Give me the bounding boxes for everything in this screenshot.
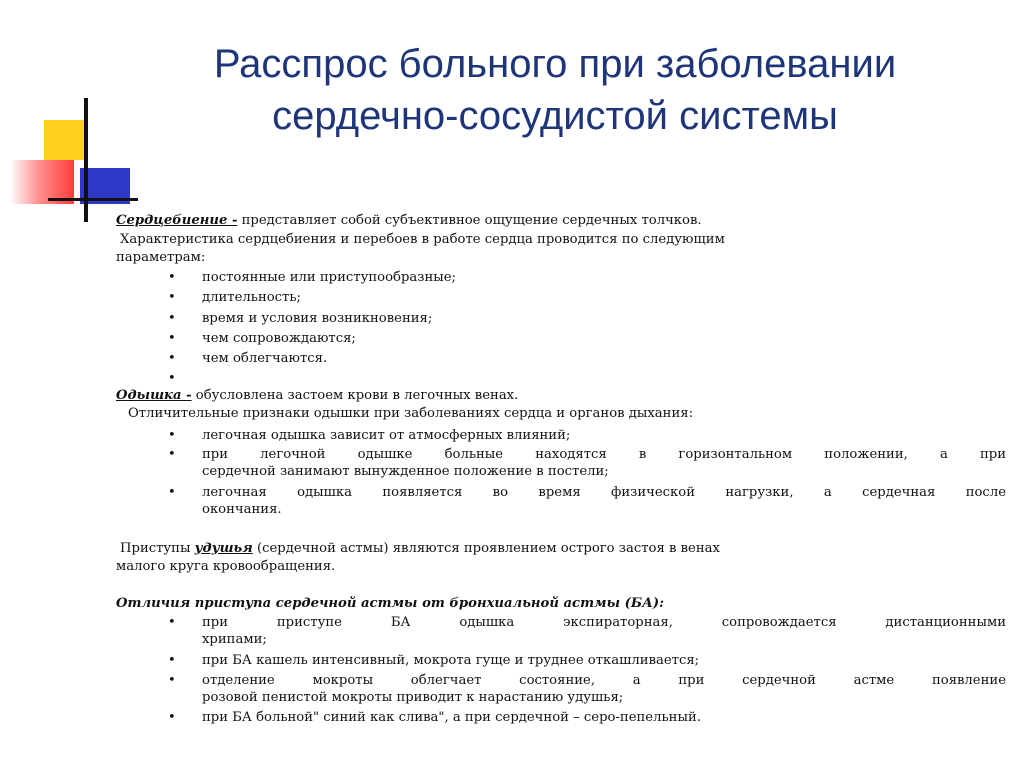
list-item: при приступе БА одышка экспираторная, сопровождается дистанционными (202, 615, 1006, 630)
palpitation-intro-cont: параметрам: (116, 250, 206, 265)
list-item: длительность; (202, 290, 301, 305)
bullet: • (168, 447, 176, 462)
dyspnea-term: Одышка - (116, 388, 192, 403)
list-item-cont: розовой пенистой мокроты приводит к нарастанию удушья; (202, 690, 624, 705)
list-item-cont: сердечной занимают вынужденное положение в постели; (202, 464, 609, 479)
list-item-cont: хрипами; (202, 632, 267, 647)
asthma-paragraph-cont: малого круга кровообращения. (116, 559, 336, 574)
bullet: • (168, 290, 176, 305)
list-item: чем сопровождаются; (202, 331, 356, 346)
bullet: • (168, 673, 176, 688)
list-item: отделение мокроты облегчает состояние, а при сердечной астме появление (202, 673, 1006, 688)
list-item: при легочной одышке больные находятся в горизонтальном положении, а при (202, 447, 1006, 462)
logo-vertical-line (84, 98, 88, 222)
palpitation-term: Сердцебиение - (116, 213, 238, 228)
list-item: при БА больной" синий как слива", а при сердечной – серо-пепельный. (202, 710, 701, 725)
list-item-cont: окончания. (202, 502, 282, 517)
list-item: легочная одышка зависит от атмосферных влияний; (202, 428, 571, 443)
palpitation-intro: Характеристика сердцебиения и перебоев в работе сердца проводится по следующим (120, 232, 725, 247)
list-item: легочная одышка появляется во время физической нагрузки, а сердечная после (202, 485, 1006, 500)
differences-heading: Отличия приступа сердечной астмы от бронхиальной астмы (БА): (116, 596, 664, 611)
bullet: • (168, 653, 176, 668)
dyspnea-intro: Отличительные признаки одышки при заболеваниях сердца и органов дыхания: (128, 406, 694, 421)
bullet: • (168, 371, 176, 386)
list-item: постоянные или приступообразные; (202, 270, 456, 285)
title-line-1: Расспрос больного при заболевании (213, 42, 897, 86)
dyspnea-definition: Одышка - обусловлена застоем крови в легочных венах. (116, 388, 519, 403)
asthma-term: удушья (194, 541, 253, 556)
logo-yellow-square (44, 120, 84, 160)
bullet: • (168, 331, 176, 346)
bullet: • (168, 351, 176, 366)
bullet: • (168, 615, 176, 630)
title-line-2: сердечно-сосудистой системы (272, 94, 838, 138)
bullet: • (168, 428, 176, 443)
bullet: • (168, 311, 176, 326)
bullet: • (168, 710, 176, 725)
bullet: • (168, 485, 176, 500)
list-item: при БА кашель интенсивный, мокрота гуще и труднее откашливается; (202, 653, 700, 668)
logo-horizontal-line (48, 198, 138, 201)
slide-title (150, 38, 960, 142)
palpitation-definition: Сердцебиение - представляет собой субъективное ощущение сердечных толчков. (116, 213, 702, 228)
bullet: • (168, 270, 176, 285)
asthma-paragraph: Приступы удушья (сердечной астмы) являются проявлением острого застоя в венах (120, 541, 720, 556)
list-item: чем облегчаются. (202, 351, 328, 366)
list-item: время и условия возникновения; (202, 311, 433, 326)
